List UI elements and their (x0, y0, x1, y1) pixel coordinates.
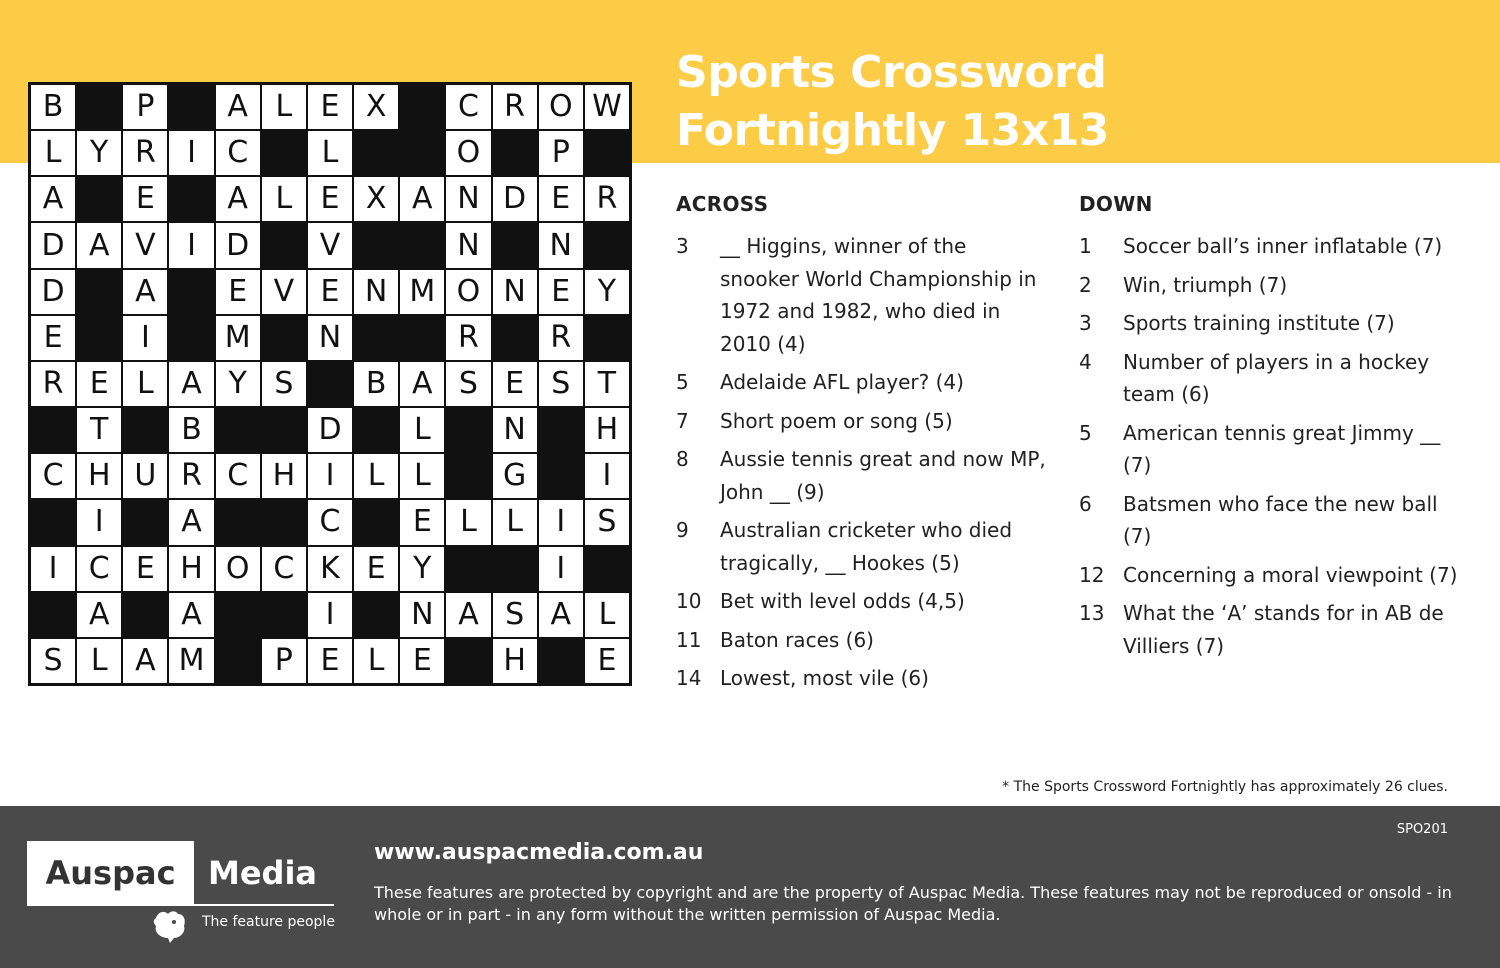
grid-block (493, 547, 537, 591)
grid-cell: O (216, 547, 260, 591)
grid-cell: Y (216, 362, 260, 406)
crossword-grid (28, 82, 632, 686)
across-clue (676, 230, 1046, 360)
grid-block (262, 500, 306, 544)
grid-cell: I (308, 593, 352, 637)
grid-cell: H (585, 408, 629, 452)
clue-text: Batsmen who face the new ball (7) (1123, 491, 1438, 548)
grid-cell: E (77, 362, 121, 406)
clue-number: 1 (1079, 234, 1092, 258)
grid-cell: V (123, 223, 167, 267)
grid-cell: E (123, 177, 167, 221)
grid-cell: D (308, 408, 352, 452)
grid-cell: L (262, 177, 306, 221)
grid-cell: L (262, 85, 306, 129)
grid-block (446, 408, 490, 452)
grid-cell: B (354, 362, 398, 406)
grid-cell: W (585, 85, 629, 129)
across-clue (676, 405, 1046, 438)
grid-block (493, 316, 537, 360)
grid-cell: S (539, 362, 583, 406)
grid-block (354, 593, 398, 637)
down-clue-list (1079, 230, 1459, 662)
grid-cell: V (308, 223, 352, 267)
title-line-2: Fortnightly 13x13 (676, 105, 1109, 156)
grid-cell: U (123, 454, 167, 498)
grid-cell: I (169, 223, 213, 267)
grid-cell: A (216, 177, 260, 221)
grid-block (123, 593, 167, 637)
grid-block (216, 500, 260, 544)
grid-block (77, 177, 121, 221)
grid-cell: X (354, 85, 398, 129)
across-clue-list (676, 230, 1046, 695)
grid-block (31, 593, 75, 637)
grid-cell: A (169, 500, 213, 544)
grid-cell: R (446, 316, 490, 360)
clue-text: Bet with level odds (4,5) (720, 589, 965, 613)
grid-cell: X (354, 177, 398, 221)
grid-cell: R (169, 454, 213, 498)
grid-cell: N (446, 223, 490, 267)
clue-number: 4 (1079, 349, 1092, 374)
product-code: SPO201 (1396, 822, 1448, 837)
clue-text: Sports training institute (7) (1123, 311, 1395, 335)
grid-cell: E (308, 270, 352, 314)
grid-block (400, 85, 444, 129)
grid-block (354, 408, 398, 452)
grid-cell: P (539, 131, 583, 175)
mascot-icon (150, 908, 190, 944)
grid-block (31, 500, 75, 544)
grid-cell: E (539, 270, 583, 314)
grid-cell: A (123, 270, 167, 314)
grid-cell: E (308, 177, 352, 221)
grid-cell: E (400, 639, 444, 683)
grid-cell: E (400, 500, 444, 544)
grid-block (539, 454, 583, 498)
across-clue (676, 514, 1046, 579)
grid-cell: A (77, 223, 121, 267)
grid-cell: A (77, 593, 121, 637)
grid-block (216, 639, 260, 683)
grid-cell: L (585, 593, 629, 637)
across-clue (676, 624, 1046, 657)
grid-block (216, 593, 260, 637)
grid-cell: D (31, 270, 75, 314)
grid-cell: E (123, 547, 167, 591)
clue-number: 5 (1079, 420, 1092, 445)
grid-cell: N (308, 316, 352, 360)
grid-cell: E (493, 362, 537, 406)
grid-cell: A (446, 593, 490, 637)
clue-number: 10 (676, 589, 702, 613)
grid-block (123, 408, 167, 452)
grid-cell: D (216, 223, 260, 267)
grid-cell: L (446, 500, 490, 544)
grid-cell: I (169, 131, 213, 175)
clue-number: 3 (1079, 311, 1092, 335)
clue-text: Australian cricketer who died tragically, __ Hookes (5) (720, 518, 1013, 575)
clue-number: 11 (676, 627, 702, 652)
grid-cell: D (493, 177, 537, 221)
grid-cell: C (446, 85, 490, 129)
grid-cell: E (31, 316, 75, 360)
grid-block (493, 131, 537, 175)
grid-cell: S (493, 593, 537, 637)
grid-block (400, 223, 444, 267)
grid-cell: O (446, 131, 490, 175)
grid-cell: A (123, 639, 167, 683)
grid-cell: Y (585, 270, 629, 314)
grid-cell: A (216, 85, 260, 129)
grid-block (354, 500, 398, 544)
grid-block (169, 85, 213, 129)
grid-cell: L (308, 131, 352, 175)
clue-number: 12 (1079, 562, 1105, 587)
grid-block (31, 408, 75, 452)
grid-block (262, 593, 306, 637)
grid-block (400, 316, 444, 360)
clue-number: 2 (1079, 272, 1092, 297)
grid-cell: H (169, 547, 213, 591)
grid-block (262, 131, 306, 175)
grid-cell: L (31, 131, 75, 175)
grid-cell: M (216, 316, 260, 360)
clue-number: 8 (676, 447, 689, 471)
grid-block (123, 500, 167, 544)
grid-block (262, 316, 306, 360)
grid-cell: R (539, 316, 583, 360)
grid-cell: N (400, 593, 444, 637)
grid-block (400, 131, 444, 175)
grid-cell: C (216, 131, 260, 175)
grid-cell: R (585, 177, 629, 221)
grid-block (539, 639, 583, 683)
grid-cell: E (585, 639, 629, 683)
grid-block (585, 223, 629, 267)
grid-cell: I (77, 500, 121, 544)
logo-auspac: Auspac (27, 841, 194, 904)
grid-cell: A (31, 177, 75, 221)
grid-block (308, 362, 352, 406)
down-clue (1079, 307, 1459, 340)
clue-text: Win, triumph (7) (1123, 272, 1288, 297)
down-clue (1079, 230, 1459, 263)
grid-block (77, 316, 121, 360)
across-clues (676, 192, 1046, 701)
logo-tagline: The feature people (202, 914, 335, 930)
copyright-notice: These features are protected by copyright and are the property of Auspac Media. These features may not be reproduced or onsold - in whole or in part - in any form without the written permission of Auspac Media. (374, 883, 1452, 924)
grid-cell: T (585, 362, 629, 406)
clue-text: Adelaide AFL player? (4) (720, 370, 964, 394)
logo-divider (27, 904, 334, 906)
grid-cell: I (31, 547, 75, 591)
grid-cell: R (123, 131, 167, 175)
clue-text: American tennis great Jimmy __ (7) (1123, 420, 1441, 477)
grid-cell: G (493, 454, 537, 498)
grid-cell: E (354, 547, 398, 591)
grid-cell: B (169, 408, 213, 452)
grid-cell: P (123, 85, 167, 129)
clue-text: Short poem or song (5) (720, 408, 953, 433)
grid-block (493, 223, 537, 267)
grid-cell: E (308, 85, 352, 129)
grid-cell: I (539, 547, 583, 591)
grid-cell: L (354, 639, 398, 683)
page-title (676, 44, 1109, 160)
clue-text: Soccer ball’s inner inflatable (7) (1123, 234, 1443, 258)
grid-block (216, 408, 260, 452)
grid-cell: V (262, 270, 306, 314)
across-clue (676, 443, 1046, 508)
grid-cell: D (31, 223, 75, 267)
across-clue (676, 662, 1046, 695)
grid-cell: K (308, 547, 352, 591)
grid-cell: N (354, 270, 398, 314)
grid-cell: H (77, 454, 121, 498)
grid-cell: O (446, 270, 490, 314)
clue-number: 5 (676, 370, 689, 394)
grid-block (354, 223, 398, 267)
down-clue (1079, 417, 1459, 482)
grid-block (262, 223, 306, 267)
grid-cell: S (585, 500, 629, 544)
clue-text: Concerning a moral viewpoint (7) (1123, 562, 1458, 587)
down-clues (1079, 192, 1459, 668)
grid-cell: L (354, 454, 398, 498)
grid-cell: I (123, 316, 167, 360)
grid-cell: S (446, 362, 490, 406)
grid-cell: R (493, 85, 537, 129)
clue-text: Lowest, most vile (6) (720, 666, 929, 690)
grid-block (446, 639, 490, 683)
clue-text: Number of players in a hockey team (6) (1123, 349, 1430, 406)
grid-cell: I (308, 454, 352, 498)
clue-number: 7 (676, 408, 689, 433)
grid-cell: O (539, 85, 583, 129)
clue-count-note: * The Sports Crossword Fortnightly has approximately 26 clues. (1002, 779, 1448, 795)
grid-block (585, 547, 629, 591)
grid-block (585, 316, 629, 360)
across-clue (676, 366, 1046, 399)
clue-text: What the ‘A’ stands for in AB de Villiers (7) (1123, 601, 1444, 658)
grid-cell: H (493, 639, 537, 683)
grid-block (354, 131, 398, 175)
grid-cell: C (262, 547, 306, 591)
grid-block (169, 270, 213, 314)
grid-block (539, 408, 583, 452)
website-link[interactable]: www.auspacmedia.com.au (374, 840, 704, 865)
grid-block (77, 85, 121, 129)
grid-cell: S (31, 639, 75, 683)
grid-cell: L (400, 408, 444, 452)
grid-cell: N (446, 177, 490, 221)
title-line-1: Sports Crossword (676, 47, 1107, 98)
grid-cell: L (493, 500, 537, 544)
grid-cell: C (216, 454, 260, 498)
clue-number: 6 (1079, 491, 1092, 516)
grid-block (446, 454, 490, 498)
grid-cell: P (262, 639, 306, 683)
grid-cell: B (31, 85, 75, 129)
grid-cell: L (123, 362, 167, 406)
clue-number: 3 (676, 234, 689, 258)
grid-block (77, 270, 121, 314)
grid-cell: S (262, 362, 306, 406)
logo-media: Media (208, 853, 318, 892)
grid-cell: N (493, 270, 537, 314)
grid-block (446, 547, 490, 591)
grid-cell: L (77, 639, 121, 683)
grid-cell: A (169, 362, 213, 406)
grid-block (169, 177, 213, 221)
grid-cell: L (400, 454, 444, 498)
grid-block (262, 408, 306, 452)
grid-cell: I (539, 500, 583, 544)
grid-cell: T (77, 408, 121, 452)
grid-cell: I (585, 454, 629, 498)
clue-number: 9 (676, 518, 689, 542)
down-clue (1079, 559, 1459, 592)
grid-cell: H (262, 454, 306, 498)
clue-number: 13 (1079, 601, 1105, 625)
across-heading: ACROSS (676, 192, 769, 216)
down-clue (1079, 488, 1459, 553)
clue-text: Baton races (6) (720, 627, 874, 652)
across-clue (676, 585, 1046, 618)
clue-number: 14 (676, 666, 702, 690)
grid-cell: R (31, 362, 75, 406)
grid-block (585, 131, 629, 175)
grid-cell: N (539, 223, 583, 267)
grid-cell: E (539, 177, 583, 221)
clue-text: Aussie tennis great and now MP, John __ (9) (720, 447, 1046, 504)
grid-cell: M (169, 639, 213, 683)
down-clue (1079, 269, 1459, 302)
clue-text: __ Higgins, winner of the snooker World Championship in 1972 and 1982, who died in 2010 (4) (720, 234, 1037, 356)
down-clue (1079, 346, 1459, 411)
grid-block (169, 316, 213, 360)
grid-cell: Y (77, 131, 121, 175)
grid-cell: A (169, 593, 213, 637)
down-heading: DOWN (1079, 192, 1153, 216)
grid-block (354, 316, 398, 360)
grid-cell: M (400, 270, 444, 314)
grid-cell: A (400, 362, 444, 406)
grid-cell: A (539, 593, 583, 637)
grid-cell: E (308, 639, 352, 683)
down-clue (1079, 597, 1459, 662)
grid-cell: C (77, 547, 121, 591)
grid-cell: E (216, 270, 260, 314)
grid-cell: C (308, 500, 352, 544)
grid-cell: A (400, 177, 444, 221)
grid-cell: C (31, 454, 75, 498)
grid-cell: N (493, 408, 537, 452)
grid-cell: Y (400, 547, 444, 591)
